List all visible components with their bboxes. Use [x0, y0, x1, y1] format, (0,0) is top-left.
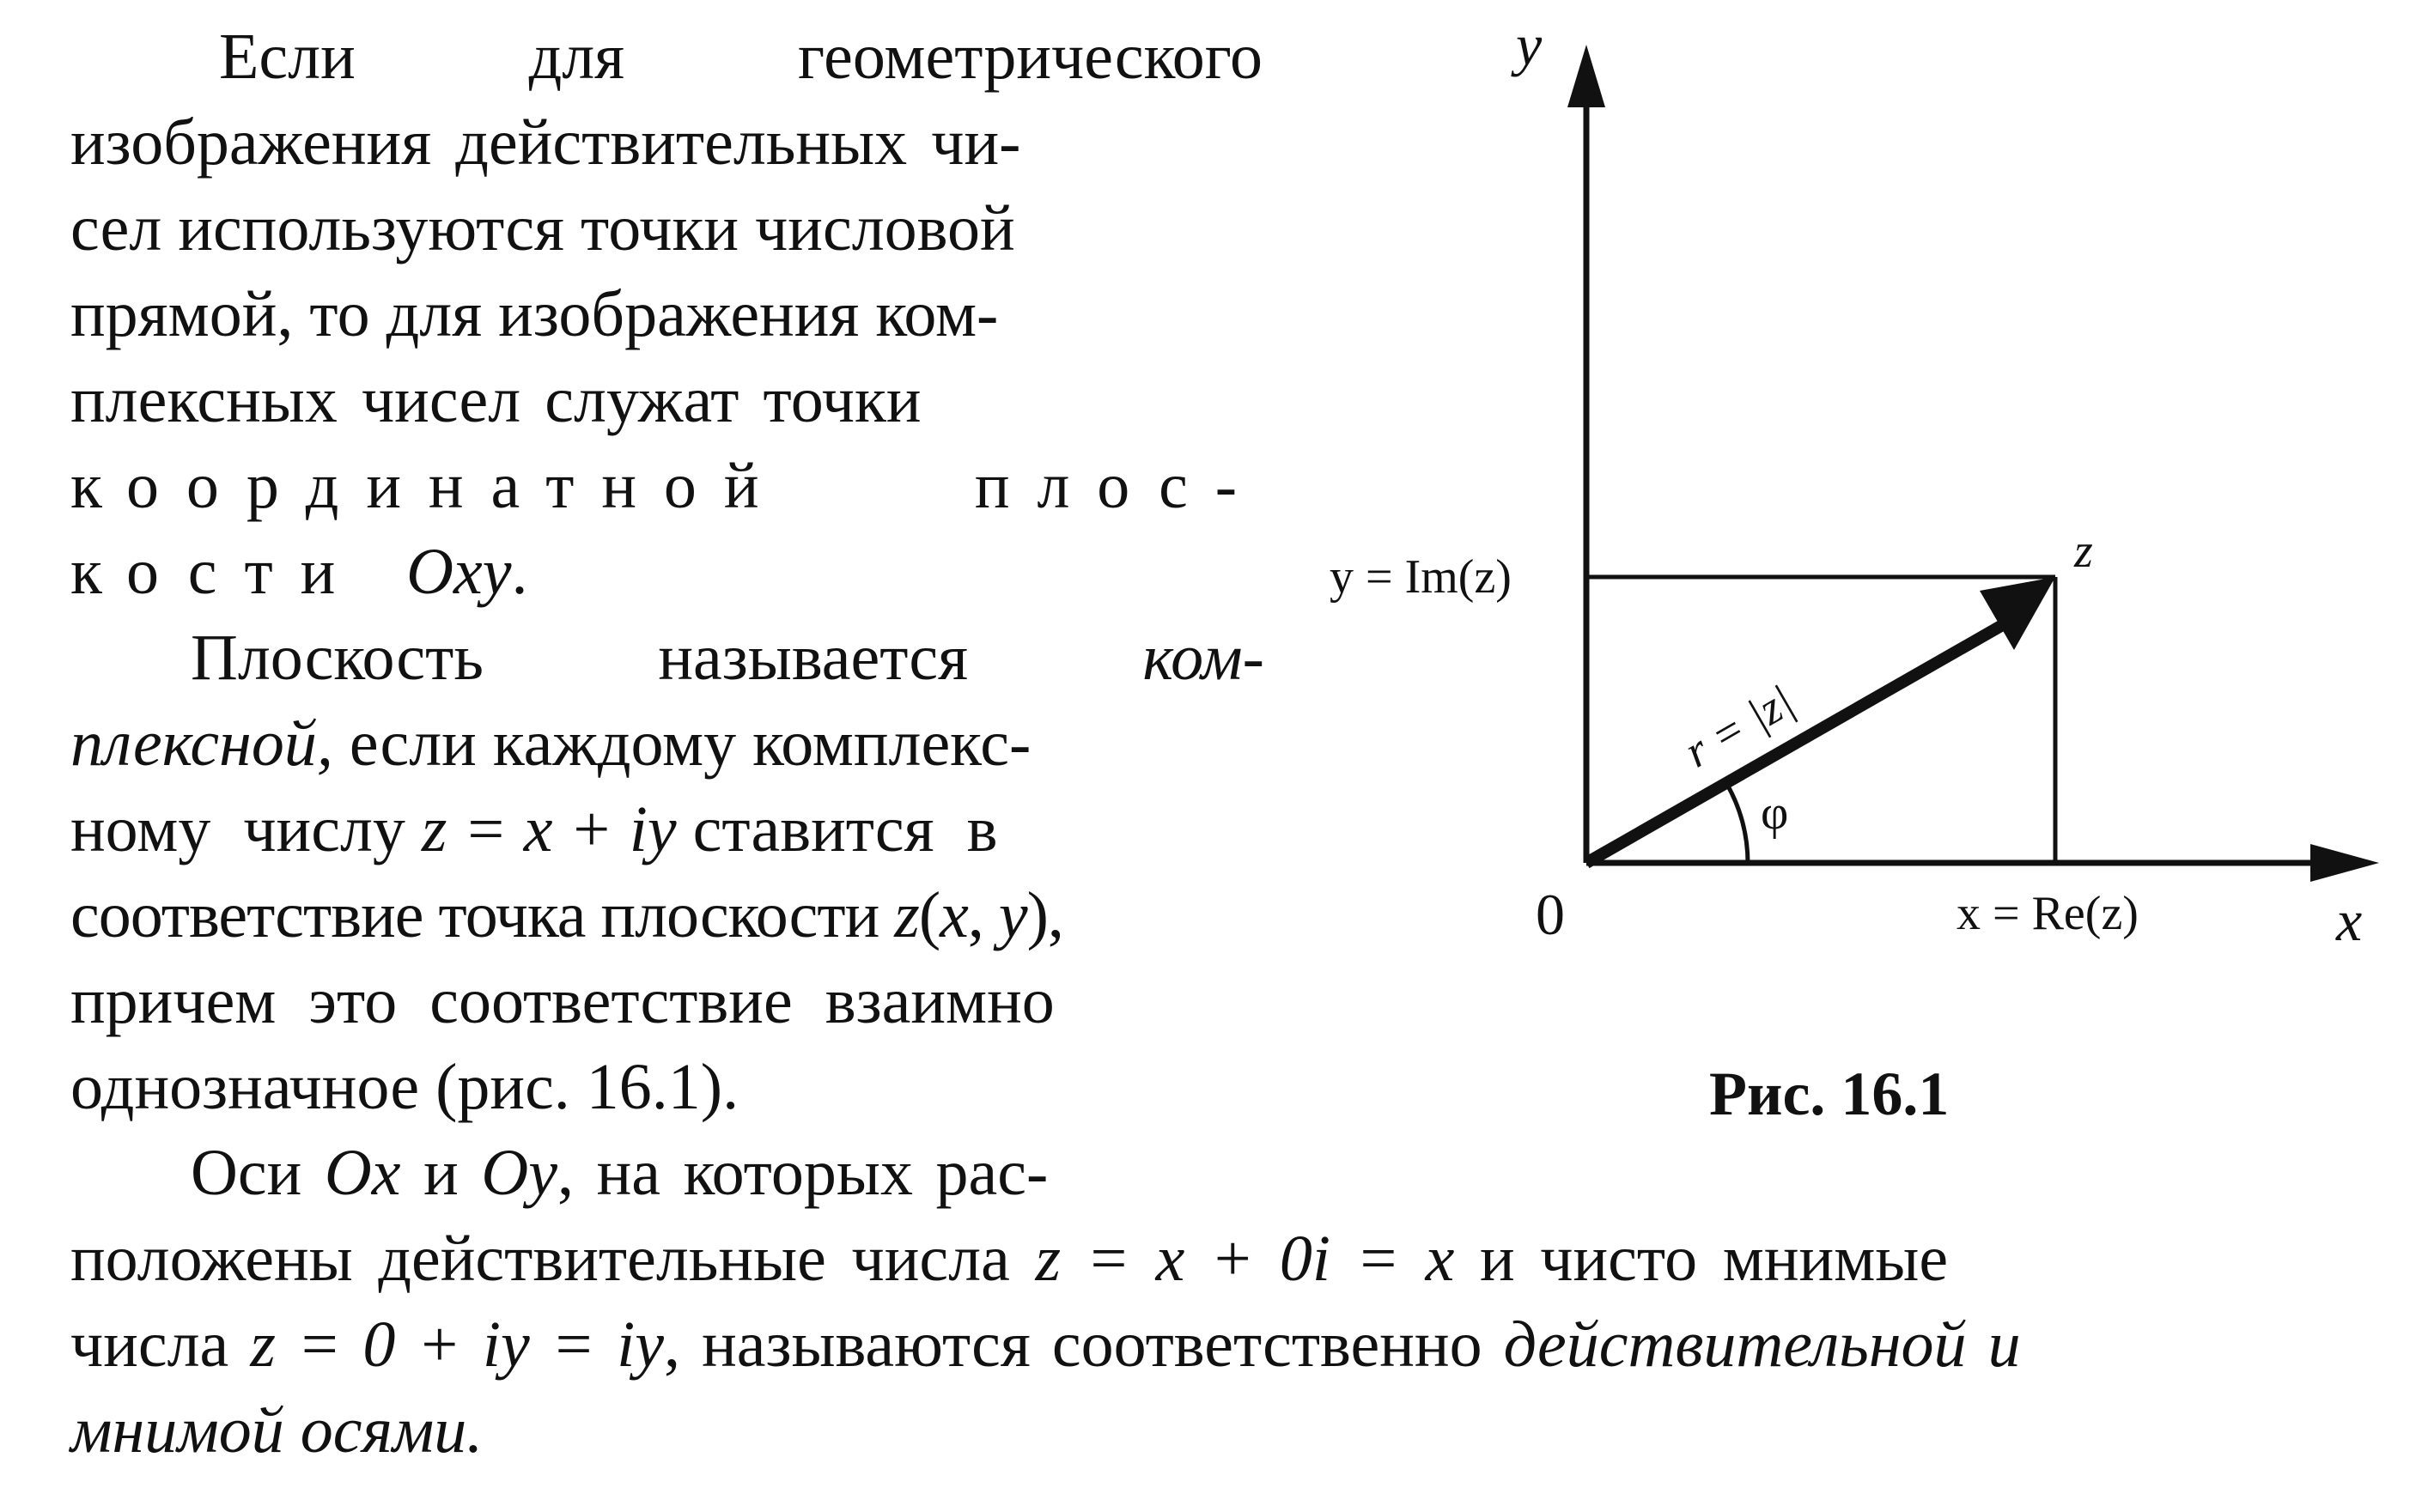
math-ox: Ox — [324, 1137, 401, 1209]
text-span: и — [400, 1137, 482, 1209]
x-axis-arrowhead — [2310, 844, 2379, 882]
equation: z = 0 + iy = iy — [250, 1309, 664, 1381]
equation: z = x + iy — [421, 793, 677, 865]
y-axis-arrowhead — [1567, 45, 1605, 107]
label-im: y = Im(z) — [1330, 550, 1512, 604]
label-modulus: r = |z| — [1676, 674, 1803, 778]
text-span: Оси — [191, 1137, 325, 1209]
math-x: x — [940, 879, 968, 951]
term-italic: действительной и — [1503, 1309, 2021, 1381]
p2-line-6: однозначное (рис. 16.1). — [70, 1051, 739, 1123]
angle-arc — [1726, 783, 1748, 863]
text-span: ), — [1026, 879, 1063, 951]
p1-line-3: сел используются точки числовой — [70, 192, 1015, 264]
label-x-axis: x — [2336, 888, 2363, 953]
figure-caption: Рис. 16.1 — [1709, 1060, 1950, 1128]
term-complex: плексной, — [70, 707, 333, 780]
word: для — [528, 21, 625, 93]
word: называется — [658, 622, 969, 694]
text-span: соответствие точка плоскости — [70, 879, 895, 951]
equation: z = x + 0i = x — [1035, 1223, 1455, 1295]
label-angle: φ — [1761, 786, 1789, 840]
word: координатной — [70, 450, 787, 522]
text-span: кости — [70, 536, 407, 608]
text-span: ставится в — [676, 793, 998, 865]
label-y-axis: y — [1516, 12, 1543, 77]
math-oxy: Oxy — [406, 536, 512, 608]
vector-arrowhead — [1980, 577, 2055, 650]
word: Если — [219, 21, 356, 93]
text-span: , называются соответственно — [663, 1309, 1504, 1381]
p1-line-5: плексных чисел служат точки — [70, 364, 922, 436]
p2-line-5: причем это соответствие взаимно — [70, 965, 1055, 1037]
text-span: положены действительные числа — [70, 1223, 1036, 1295]
text-span: и чисто мнимые — [1454, 1223, 1949, 1295]
vector-r — [1586, 623, 2005, 863]
label-point-z: z — [2074, 525, 2093, 578]
label-re: x = Re(z) — [1957, 887, 2139, 940]
text-span: , — [967, 879, 999, 951]
word-italic: ком- — [1142, 622, 1264, 694]
label-origin: 0 — [1536, 882, 1565, 947]
math-y: y — [998, 879, 1027, 951]
text-span: ному числу — [70, 793, 422, 865]
word: геометрического — [797, 21, 1263, 93]
term-italic: мнимой осями. — [70, 1394, 484, 1466]
text-span: . — [511, 536, 528, 608]
text-span: ( — [918, 879, 940, 951]
p1-line-2: изображения действительных чи- — [70, 106, 1021, 179]
math-z: z — [894, 879, 919, 951]
word: плос- — [974, 450, 1264, 522]
text-span: если каждому комплекс- — [332, 707, 1032, 780]
p1-line-4: прямой, то для изображения ком- — [70, 278, 999, 350]
word: Плоскость — [191, 622, 484, 694]
text-span: , на которых рас- — [557, 1137, 1049, 1209]
math-oy: Oy — [481, 1137, 558, 1209]
text-span: числа — [70, 1309, 251, 1381]
